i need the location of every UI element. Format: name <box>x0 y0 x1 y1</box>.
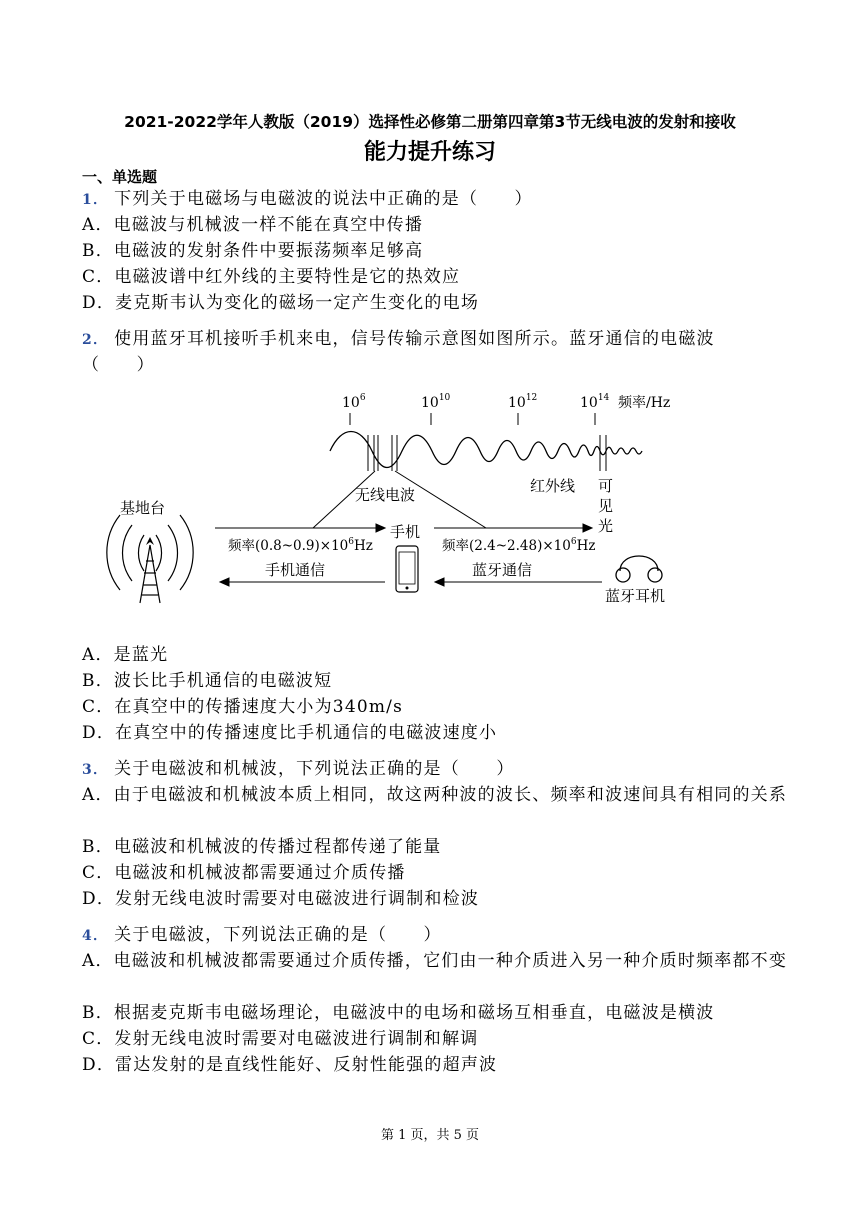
phone-communication-label: 手机通信 <box>265 561 326 579</box>
question-number: 4． <box>82 928 109 944</box>
frequency-unit-label: 频率/Hz <box>618 395 671 411</box>
electromagnetic-spectrum-wave <box>330 432 642 468</box>
question-number: 1． <box>82 192 109 208</box>
question-4-option-d: D．雷达发射的是直线性能好、反射性能强的超声波 <box>82 1055 498 1075</box>
visible-light-label-2: 见 <box>598 497 614 515</box>
question-2-option-a: A．是蓝光 <box>82 645 169 665</box>
tick-label-10e12: $10^{12}$ <box>508 393 538 411</box>
section-title: 一、单选题 <box>82 168 158 186</box>
question-2-option-b: B．波长比手机通信的电磁波短 <box>82 671 333 691</box>
question-4-stem: 4． 关于电磁波，下列说法正确的是（ ） <box>82 925 442 945</box>
question-3-stem: 3． 关于电磁波和机械波，下列说法正确的是（ ） <box>82 759 515 779</box>
visible-light-label-1: 可 <box>598 477 614 495</box>
phone-icon <box>396 546 418 592</box>
tick-label-10e10: $10^{10}$ <box>421 393 451 411</box>
phone-label: 手机 <box>390 523 421 541</box>
right-frequency-label: 频率$(2.4\sim 2.48)\times 10^6Hz$ <box>442 537 596 554</box>
document-subtitle: 能力提升练习 <box>363 140 496 165</box>
question-2-option-d: D．在真空中的传播速度比手机通信的电磁波速度小 <box>82 723 498 743</box>
bluetooth-earphone-label: 蓝牙耳机 <box>605 587 666 605</box>
base-station-icon <box>107 515 193 603</box>
question-1-option-a: A．电磁波与机械波一样不能在真空中传播 <box>82 215 424 235</box>
question-3-option-c: C．电磁波和机械波都需要通过介质传播 <box>82 863 406 883</box>
infrared-label: 红外线 <box>530 477 576 495</box>
question-number: 3． <box>82 762 109 778</box>
radio-wave-label: 无线电波 <box>355 486 416 504</box>
headphone-icon <box>616 556 662 582</box>
tick-label-10e6: $10^6$ <box>342 393 366 411</box>
question-1-stem: 1． 下列关于电磁场与电磁波的说法中正确的是（ ） <box>82 189 533 209</box>
question-3-option-d: D．发射无线电波时需要对电磁波进行调制和检波 <box>82 889 480 909</box>
question-2-stem-bracket: （ ） <box>82 355 155 375</box>
left-frequency-label: 频率$(0.8\sim 0.9)\times 10^6Hz$ <box>228 537 373 554</box>
question-number: 2． <box>82 332 109 348</box>
signal-transmission-figure <box>80 385 720 610</box>
page-footer: 第 1 页，共 5 页 <box>380 1128 480 1143</box>
question-3-option-b: B．电磁波和机械波的传播过程都传递了能量 <box>82 837 442 857</box>
question-2-option-c: C．在真空中的传播速度大小为340m/s <box>82 697 404 717</box>
question-3-option-a: A．由于电磁波和机械波本质上相同，故这两种波的波长、频率和波速间具有相同的关系 <box>82 785 788 805</box>
question-4-option-c: C．发射无线电波时需要对电磁波进行调制和解调 <box>82 1029 479 1049</box>
question-4-option-a: A．电磁波和机械波都需要通过介质传播，它们由一种介质进入另一种介质时频率都不变 <box>82 951 788 971</box>
tick-label-10e14: $10^{14}$ <box>580 393 610 411</box>
frequency-tick-labels <box>342 393 670 411</box>
question-2-stem: 2． 使用蓝牙耳机接听手机来电，信号传输示意图如图所示。蓝牙通信的电磁波 <box>82 329 715 349</box>
base-station-label: 基地台 <box>120 499 166 517</box>
bluetooth-communication-label: 蓝牙通信 <box>472 561 533 579</box>
question-1-option-c: C．电磁波谱中红外线的主要特性是它的热效应 <box>82 267 461 287</box>
question-4-option-b: B．根据麦克斯韦电磁场理论，电磁波中的电场和磁场互相垂直，电磁波是横波 <box>82 1003 715 1023</box>
antenna-top-icon <box>146 537 154 545</box>
question-1-option-d: D．麦克斯韦认为变化的磁场一定产生变化的电场 <box>82 293 480 313</box>
visible-light-label-3: 光 <box>598 517 614 535</box>
document-title: 2021-2022学年人教版（2019）选择性必修第二册第四章第3节无线电波的发射和接收 <box>124 113 736 131</box>
question-1-option-b: B．电磁波的发射条件中要振荡频率足够高 <box>82 241 424 261</box>
